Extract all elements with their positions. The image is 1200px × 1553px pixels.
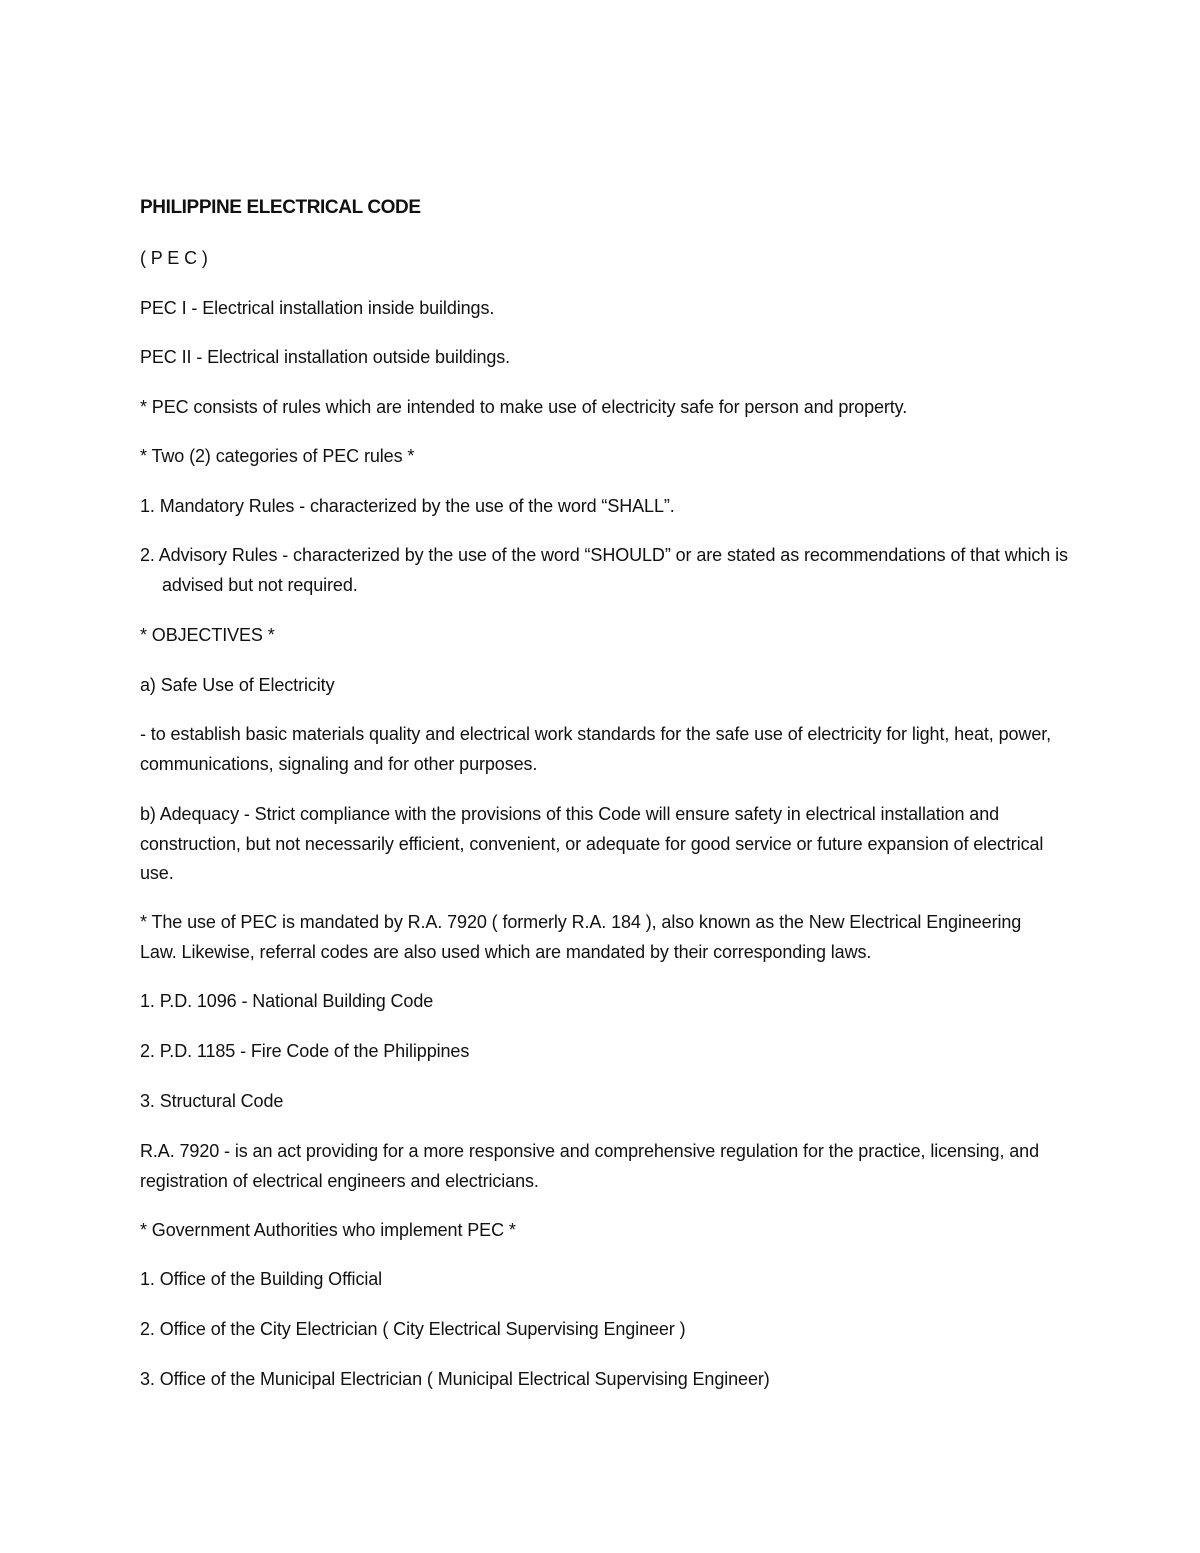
referral-code-item-1: 1. P.D. 1096 - National Building Code <box>140 991 434 1011</box>
pec-part-two: PEC II - Electrical installation outside buildings. <box>140 347 511 367</box>
referral-code-item-3: 3. Structural Code <box>140 1091 284 1111</box>
objective-a-description: - to establish basic materials quality and electrical work standards for the safe use of electricity for light, heat, power, communications, signaling and for other purposes. <box>140 724 1052 774</box>
objective-a-heading: a) Safe Use of Electricity <box>140 675 335 695</box>
categories-heading: * Two (2) categories of PEC rules * <box>140 446 415 466</box>
pec-part-one: PEC I - Electrical installation inside buildings. <box>140 298 495 318</box>
document-abbreviation: ( P E C ) <box>140 248 208 268</box>
mandate-paragraph: * The use of PEC is mandated by R.A. 7920 ( formerly R.A. 184 ), also known as the New Electrical Engineering Law. Likewise, referral codes are also used which are mandated by their corresponding laws. <box>140 912 1022 962</box>
advisory-rules-item: 2. Advisory Rules - characterized by the use of the word “SHOULD” or are stated as recommendations of that which is advised but not required. <box>140 545 1068 595</box>
authority-item-1: 1. Office of the Building Official <box>140 1269 383 1289</box>
mandatory-rules-item: 1. Mandatory Rules - characterized by the use of the word “SHALL”. <box>140 496 675 516</box>
authorities-heading: * Government Authorities who implement PEC * <box>140 1220 516 1240</box>
objective-b-paragraph: b) Adequacy - Strict compliance with the provisions of this Code will ensure safety in electrical installation and construction, but not necessarily efficient, convenient, or adequate for good service or future expansion of electrical use. <box>140 804 1044 883</box>
document-title: PHILIPPINE ELECTRICAL CODE <box>140 197 421 218</box>
referral-code-item-2: 2. P.D. 1185 - Fire Code of the Philippines <box>140 1041 470 1061</box>
authority-item-2: 2. Office of the City Electrician ( City Electrical Supervising Engineer ) <box>140 1319 686 1339</box>
ra-7920-paragraph: R.A. 7920 - is an act providing for a more responsive and comprehensive regulation for the practice, licensing, and registration of electrical engineers and electricians. <box>140 1141 1039 1191</box>
objectives-heading: * OBJECTIVES * <box>140 625 275 645</box>
authority-item-3: 3. Office of the Municipal Electrician ( Municipal Electrical Supervising Engineer) <box>140 1369 770 1389</box>
pec-consists-paragraph: * PEC consists of rules which are intended to make use of electricity safe for person and property. <box>140 397 908 417</box>
